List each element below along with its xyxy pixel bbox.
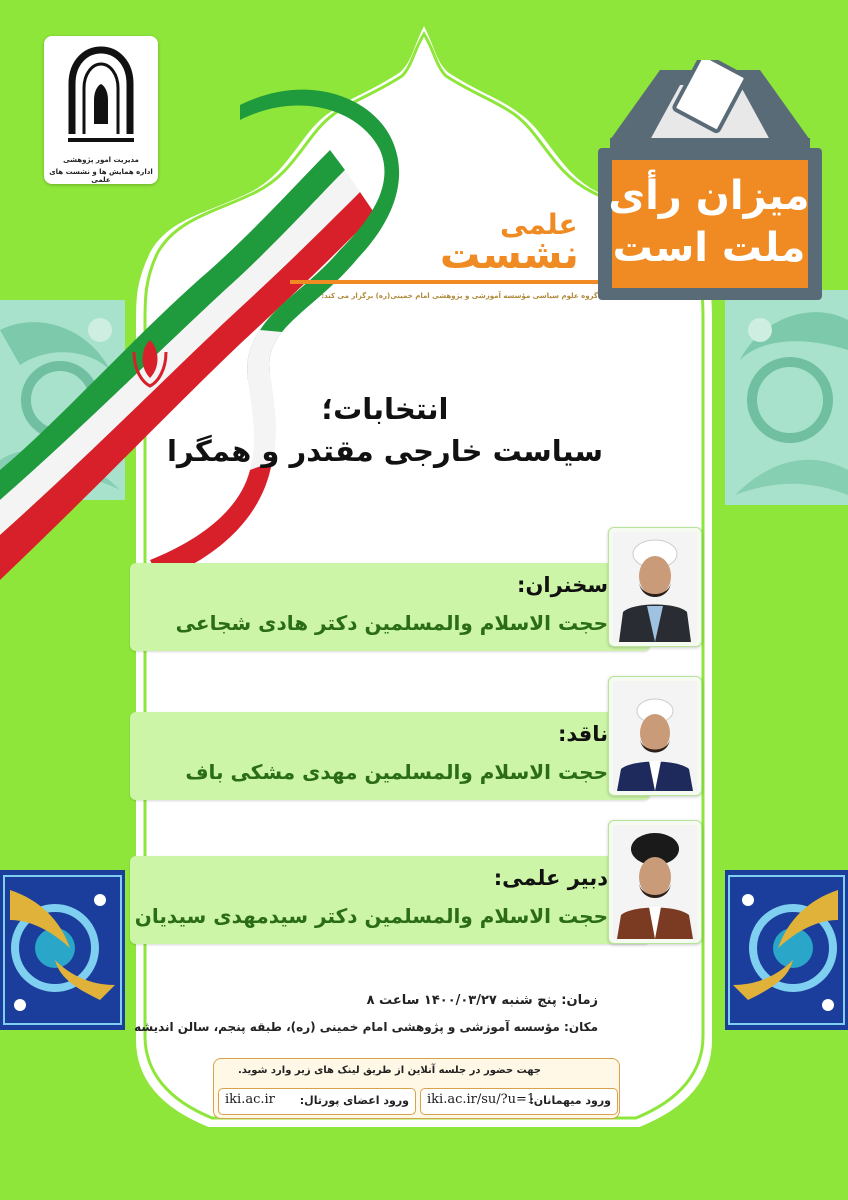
secretary-role: دبیر علمی:: [493, 866, 608, 890]
brand-word-top: علمی: [500, 208, 578, 241]
member-login-url[interactable]: iki.ac.ir: [225, 1092, 275, 1107]
title-line-1: انتخابات؛: [321, 392, 449, 426]
online-links-box: [213, 1058, 620, 1119]
brand-underline: [290, 280, 598, 284]
ballot-slogan: [604, 168, 814, 288]
speaker-role: سخنران:: [517, 573, 608, 597]
critic-text: [130, 712, 608, 800]
portrait-icon: [613, 681, 697, 791]
right-teal-tile-pattern: [725, 290, 848, 505]
speaker-text: [130, 563, 608, 651]
critic-card: [130, 676, 702, 800]
title-line-2: سیاست خارجی مقتدر و همگرا: [166, 434, 604, 468]
guest-login-url[interactable]: iki.ac.ir/su/?u=1: [427, 1092, 536, 1107]
portrait-icon: [613, 825, 697, 939]
member-login-link[interactable]: [218, 1088, 416, 1115]
speaker-card: [130, 527, 702, 655]
right-blue-tile-pattern: [725, 870, 848, 1030]
guest-login-label: ورود میهمانان:: [529, 1094, 611, 1107]
secretary-card: [130, 820, 702, 946]
secretary-text: [130, 856, 608, 944]
slogan-line-2: ملت است: [612, 225, 806, 271]
institute-logo[interactable]: [44, 36, 158, 184]
iran-emblem-icon: [64, 44, 138, 144]
speaker-card-bar: [130, 563, 650, 651]
secretary-card-bar: [130, 856, 650, 944]
secretary-name: حجت الاسلام والمسلمین دکتر سیدمهدی سیدیان: [134, 904, 608, 928]
member-login-label: ورود اعضای پورتال:: [299, 1094, 409, 1107]
brand-word-main: نشست: [440, 232, 579, 278]
left-blue-tile-pattern: [0, 870, 125, 1030]
event-time: زمان: پنج شنبه ۱۴۰۰/۰۳/۲۷ ساعت ۸: [366, 993, 598, 1008]
portrait-icon: [613, 532, 697, 642]
speaker-name: حجت الاسلام والمسلمین دکتر هادی شجاعی: [175, 611, 608, 635]
guest-login-link[interactable]: [420, 1088, 618, 1115]
logo-line-1: مدیریت امور پژوهشی: [63, 156, 139, 164]
secretary-photo: [608, 820, 702, 944]
critic-card-bar: [130, 712, 650, 800]
brand-subtitle: گروه علوم سیاسی مؤسسه آموزشی و پژوهشی امام خمینی(ره) برگزار می کند:: [321, 292, 598, 300]
event-place: مکان: مؤسسه آموزشی و پژوهشی امام خمینی (ره)، طبقه پنجم، سالن اندیشه: [134, 1020, 598, 1034]
critic-role: ناقد:: [557, 722, 608, 746]
slogan-line-1: میزان رأی: [608, 173, 810, 219]
critic-name: حجت الاسلام والمسلمین مهدی مشکی باف: [185, 760, 608, 784]
logo-line-2: اداره همایش ها و نشست های علمی: [49, 168, 153, 184]
online-note: جهت حضور در جلسه آنلاین از طریق لینک های زیر وارد شوید.: [237, 1065, 541, 1076]
speaker-photo: [608, 527, 702, 647]
critic-photo: [608, 676, 702, 796]
